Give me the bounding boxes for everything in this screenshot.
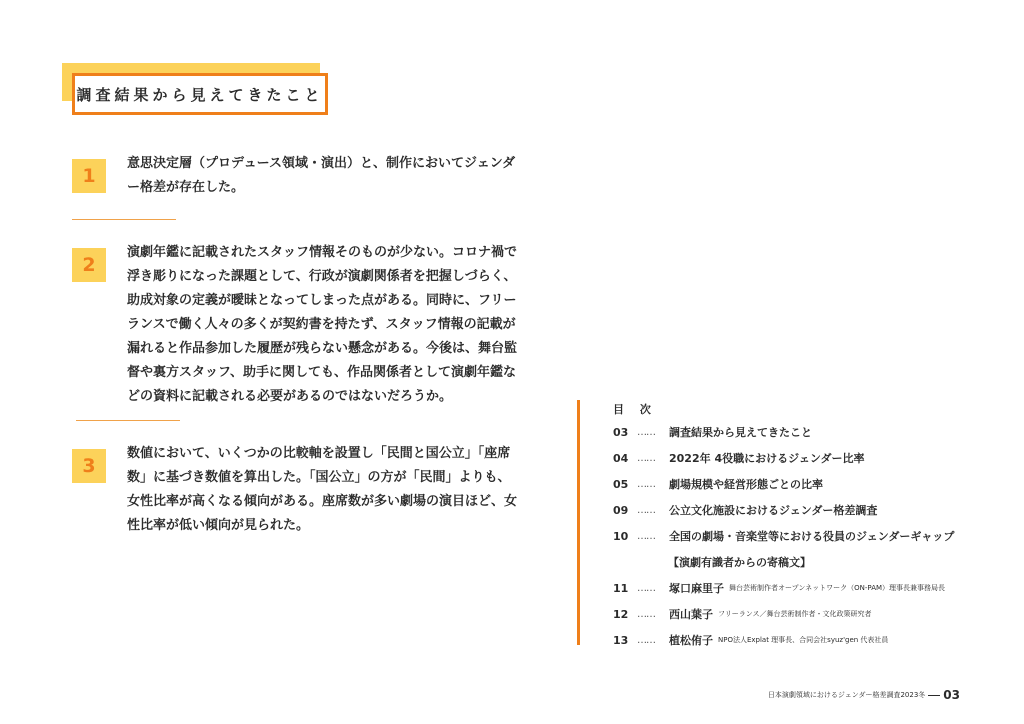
contributor-affiliation: フリーランス／舞台芸術制作者・文化政策研究者 [718,610,872,618]
contributor-affiliation: NPO法人Explat 理事長、合同会社syuz'gen 代表社員 [718,636,889,644]
toc-label: 劇場規模や経営形態ごとの比率 [669,478,823,491]
toc-label: 2022年 4役職におけるジェンダー比率 [669,452,865,465]
finding-number: 2 [72,248,106,282]
toc-leader-dots: …… [637,530,655,542]
section-title-block [62,63,334,115]
toc-label: 全国の劇場・音楽堂等における役員のジェンダーギャップ [669,530,955,543]
toc-contributor[interactable] [613,605,872,623]
contributor-name: 西山葉子 [669,608,713,621]
divider [72,219,176,220]
toc-leader-dots: …… [637,608,655,620]
toc-leader-dots: …… [637,426,655,438]
toc-page-number: 10 [613,529,629,543]
page-title: 調査結果から見えてきたこと [76,85,324,104]
toc-leader-dots: …… [637,478,655,490]
toc-label: 調査結果から見えてきたこと [669,426,812,439]
toc-accent-bar [577,400,580,645]
toc-page-number: 13 [613,633,629,647]
finding-text: 数値において、いくつかの比較軸を設置し「民間と国公立」「座席数」に基づき数値を算出した。「国公立」の方が「民間」よりも、女性比率が高くなる傾向がある。座席数が多い劇場の演目ほど、女性比率が低い傾向が見られた。 [127,446,518,533]
toc-leader-dots: …… [637,582,655,594]
divider [76,420,180,421]
finding-text: 意思決定層（プロデュース領域・演出）と、制作においてジェンダー格差が存在した。 [127,156,516,195]
finding-text: 演劇年鑑に記載されたスタッフ情報そのものが少ない。コロナ禍で浮き彫りになった課題として、行政が演劇関係者を把握しづらく、助成対象の定義が曖昧となってしまった点がある。同時に、フリーランスで働く人々の多くが契約書を持たず、スタッフ情報の記載が漏れると作品参加した履歴が残らない懸念がある。今後は、舞台監督や裏方スタッフ、助手に関しても、作品関係者として演劇年鑑などの資料に記載される必要があるのではないだろうか。 [127,245,518,404]
footer-title: 日本演劇領域におけるジェンダー格差調査2023冬 [767,691,926,699]
finding-number: 3 [72,449,106,483]
toc-leader-dots: …… [637,452,655,464]
toc-page-number: 12 [613,607,629,621]
contributor-name: 塚口麻里子 [669,582,724,595]
toc-page-number: 04 [613,451,629,465]
finding-number: 1 [72,159,106,193]
toc-item[interactable] [613,527,954,545]
toc-label: 公立文化施設におけるジェンダー格差調査 [669,504,878,517]
toc-leader-dots: …… [637,634,655,646]
toc-contributor[interactable] [613,631,888,649]
title-frame [72,73,328,115]
contributor-affiliation: 舞台芸術制作者オープンネットワーク（ON-PAM）理事長兼事務局長 [729,584,946,592]
toc-contributor[interactable] [613,579,945,597]
footer-rule [928,695,940,696]
toc-subheading: 【演劇有識者からの寄稿文】 [668,556,811,569]
toc-item[interactable] [613,501,877,519]
toc-item[interactable] [613,449,864,467]
toc-leader-dots: …… [637,504,655,516]
toc-item[interactable] [613,475,823,493]
page-number: 03 [943,688,960,702]
contributor-name: 植松侑子 [669,634,713,647]
toc-page-number: 05 [613,477,629,491]
toc-page-number: 11 [613,581,629,595]
toc-page-number: 09 [613,503,629,517]
page-footer [768,688,960,702]
toc-item[interactable] [613,423,812,441]
toc-page-number: 03 [613,425,629,439]
toc-heading: 目 次 [613,403,657,416]
